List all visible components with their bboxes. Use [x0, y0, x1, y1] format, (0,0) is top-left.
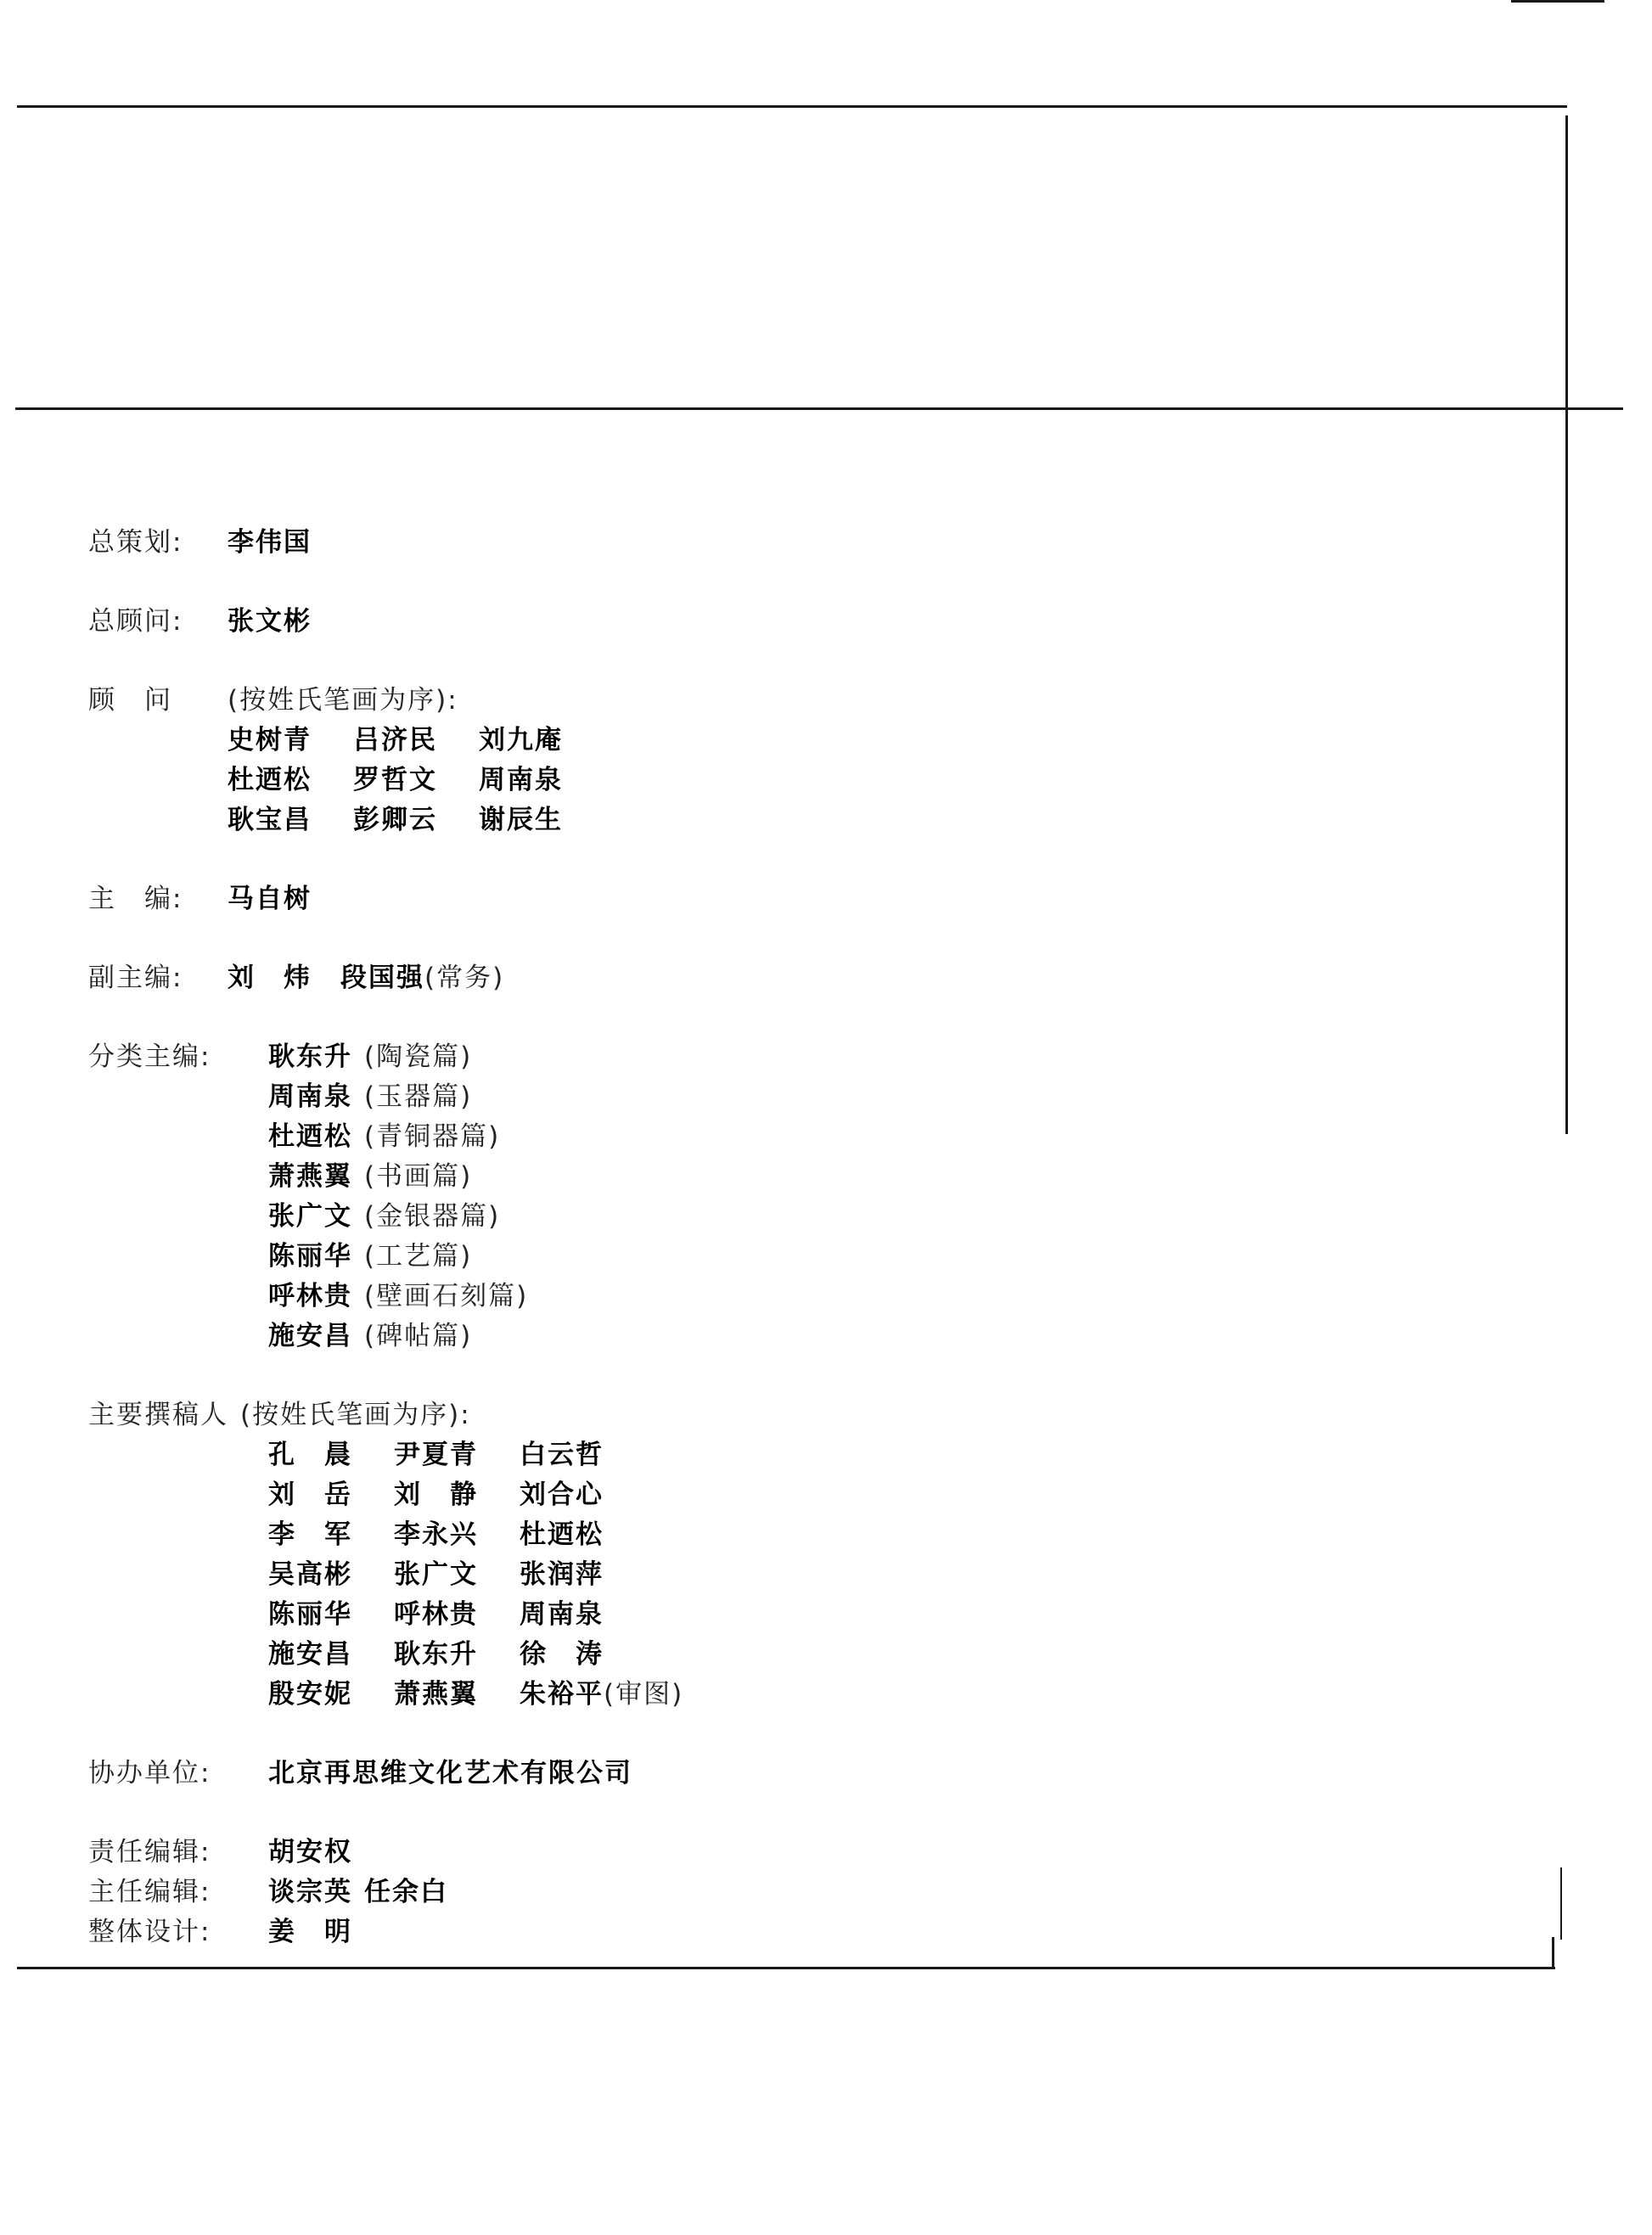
category-editor-name: 萧燕翼 — [268, 1161, 352, 1192]
writers-row — [268, 1635, 1447, 1675]
main-writers-names — [88, 1435, 1447, 1715]
category-editor-item — [268, 1277, 1447, 1317]
bottom-rule — [17, 1967, 1555, 1969]
category-editor-note: (青铜器篇) — [364, 1121, 501, 1152]
category-editor-item — [268, 1157, 1447, 1197]
top-rule — [17, 105, 1567, 108]
responsible-editor-row — [88, 1833, 1447, 1873]
category-editor-name: 张广文 — [268, 1201, 352, 1232]
editor-in-chief-label: 主 编: — [88, 884, 183, 914]
writer-name: 徐 涛 — [520, 1639, 604, 1670]
category-editor-item — [268, 1077, 1447, 1117]
writers-row — [268, 1515, 1447, 1555]
main-writers-order-note: (按姓氏笔画为序): — [240, 1400, 471, 1430]
writer-name: 施安昌 — [268, 1639, 352, 1670]
category-editor-note: (金银器篇) — [364, 1201, 501, 1232]
advisor-name: 耿宝昌 — [228, 805, 312, 835]
category-editor-item — [268, 1237, 1447, 1277]
responsible-editor-name: 胡安权 — [268, 1837, 352, 1867]
category-editor-item — [268, 1197, 1447, 1237]
writers-row — [268, 1555, 1447, 1595]
credits-list — [88, 523, 1447, 1952]
writers-row — [268, 1475, 1447, 1515]
chief-planner-label: 总策划: — [88, 527, 183, 558]
chief-advisor-row — [88, 602, 1447, 642]
advisor-name: 罗哲文 — [353, 765, 437, 795]
writer-name: 杜迺松 — [520, 1519, 604, 1550]
responsible-editor-label: 责任编辑: — [88, 1837, 211, 1867]
chief-planner-name: 李伟国 — [228, 527, 312, 558]
writer-name: 张润萍 — [520, 1559, 604, 1590]
writer-name: 吴高彬 — [268, 1559, 352, 1590]
corner-mark-top-right — [1511, 0, 1604, 3]
main-writers-heading — [88, 1395, 1447, 1435]
advisors-row — [228, 721, 1447, 761]
category-editor-note: (玉器篇) — [364, 1081, 473, 1112]
writer-name: 李永兴 — [394, 1519, 478, 1550]
writer-name: 陈丽华 — [268, 1599, 352, 1630]
writer-name: 刘 岳 — [268, 1480, 352, 1510]
category-editor-item — [268, 1317, 1447, 1356]
advisor-name: 刘九庵 — [479, 725, 563, 755]
writer-name: 呼林贵 — [394, 1599, 478, 1630]
lower-right-rule — [1560, 1867, 1562, 1940]
category-editor-note: (书画篇) — [364, 1161, 473, 1192]
directing-editor-name: 任余白 — [364, 1877, 448, 1907]
advisor-name: 谢辰生 — [479, 805, 563, 835]
category-editors-row — [88, 1037, 1447, 1077]
advisors-names — [88, 721, 1447, 840]
directing-editors-row — [88, 1873, 1447, 1912]
chief-advisor-name: 张文彬 — [228, 606, 312, 637]
writers-row — [268, 1595, 1447, 1635]
corner-mark-bottom-right — [1552, 1937, 1554, 1968]
category-editor-note: (陶瓷篇) — [364, 1042, 473, 1072]
category-editor-name: 杜迺松 — [268, 1121, 352, 1152]
category-editor-name: 呼林贵 — [268, 1281, 352, 1311]
overall-design-name: 姜 明 — [268, 1917, 352, 1947]
chief-planner-row — [88, 523, 1447, 563]
writer-name: 刘 静 — [394, 1480, 478, 1510]
writer-name-with-note — [520, 1675, 706, 1715]
writer-note: (审图) — [604, 1679, 684, 1710]
directing-editor-name: 谈宗英 — [268, 1877, 352, 1907]
category-editor-name: 周南泉 — [268, 1081, 352, 1112]
writer-name: 萧燕翼 — [394, 1679, 478, 1710]
writer-name: 殷安妮 — [268, 1679, 352, 1710]
writer-name: 耿东升 — [394, 1639, 478, 1670]
category-editor-name: 陈丽华 — [268, 1241, 352, 1272]
deputy-editor-note: (常务) — [424, 963, 505, 993]
writer-name: 孔 晨 — [268, 1440, 352, 1470]
editor-in-chief-name: 马自树 — [228, 884, 312, 914]
advisors-label: 顾 问 — [88, 685, 172, 716]
middle-rule — [15, 407, 1623, 410]
writers-row — [268, 1435, 1447, 1475]
advisors-row — [228, 800, 1447, 840]
deputy-editors-row — [88, 958, 1447, 998]
chief-advisor-label: 总顾问: — [88, 606, 183, 637]
category-editor-item — [268, 1117, 1447, 1157]
editor-in-chief-row — [88, 879, 1447, 919]
overall-design-row — [88, 1912, 1447, 1952]
writer-name: 朱裕平 — [520, 1679, 604, 1710]
advisors-heading — [88, 681, 1447, 721]
writer-name: 张广文 — [394, 1559, 478, 1590]
category-editor-name: 施安昌 — [268, 1321, 352, 1351]
advisor-name: 史树青 — [228, 725, 312, 755]
category-editor-note: (工艺篇) — [364, 1241, 473, 1272]
category-editors-list — [88, 1077, 1447, 1356]
co-organizer-label: 协办单位: — [88, 1758, 211, 1789]
category-editors-label: 分类主编: — [88, 1042, 211, 1072]
advisor-name: 彭卿云 — [353, 805, 437, 835]
co-organizer-name: 北京再思维文化艺术有限公司 — [268, 1758, 632, 1789]
writer-name: 周南泉 — [520, 1599, 604, 1630]
advisor-name: 周南泉 — [479, 765, 563, 795]
advisor-name: 杜迺松 — [228, 765, 312, 795]
advisor-name: 吕济民 — [353, 725, 437, 755]
advisors-row — [228, 761, 1447, 800]
writer-name: 刘合心 — [520, 1480, 604, 1510]
writer-name: 李 军 — [268, 1519, 352, 1550]
deputy-editors-label: 副主编: — [88, 963, 183, 993]
upper-right-rule — [1565, 115, 1568, 1134]
directing-editors-label: 主任编辑: — [88, 1877, 211, 1907]
category-editor-note: (壁画石刻篇) — [364, 1281, 529, 1311]
deputy-editor-name: 段国强 — [340, 963, 424, 993]
category-editor-name: 耿东升 — [268, 1042, 352, 1072]
deputy-editor-name: 刘 炜 — [228, 963, 312, 993]
category-editor-note: (碑帖篇) — [364, 1321, 473, 1351]
writer-name: 白云哲 — [520, 1440, 604, 1470]
writer-name: 尹夏青 — [394, 1440, 478, 1470]
co-organizer-row — [88, 1754, 1447, 1794]
advisors-order-note: (按姓氏笔画为序): — [228, 685, 458, 716]
main-writers-label: 主要撰稿人 — [88, 1400, 228, 1430]
overall-design-label: 整体设计: — [88, 1917, 211, 1947]
writers-row — [268, 1675, 1447, 1715]
